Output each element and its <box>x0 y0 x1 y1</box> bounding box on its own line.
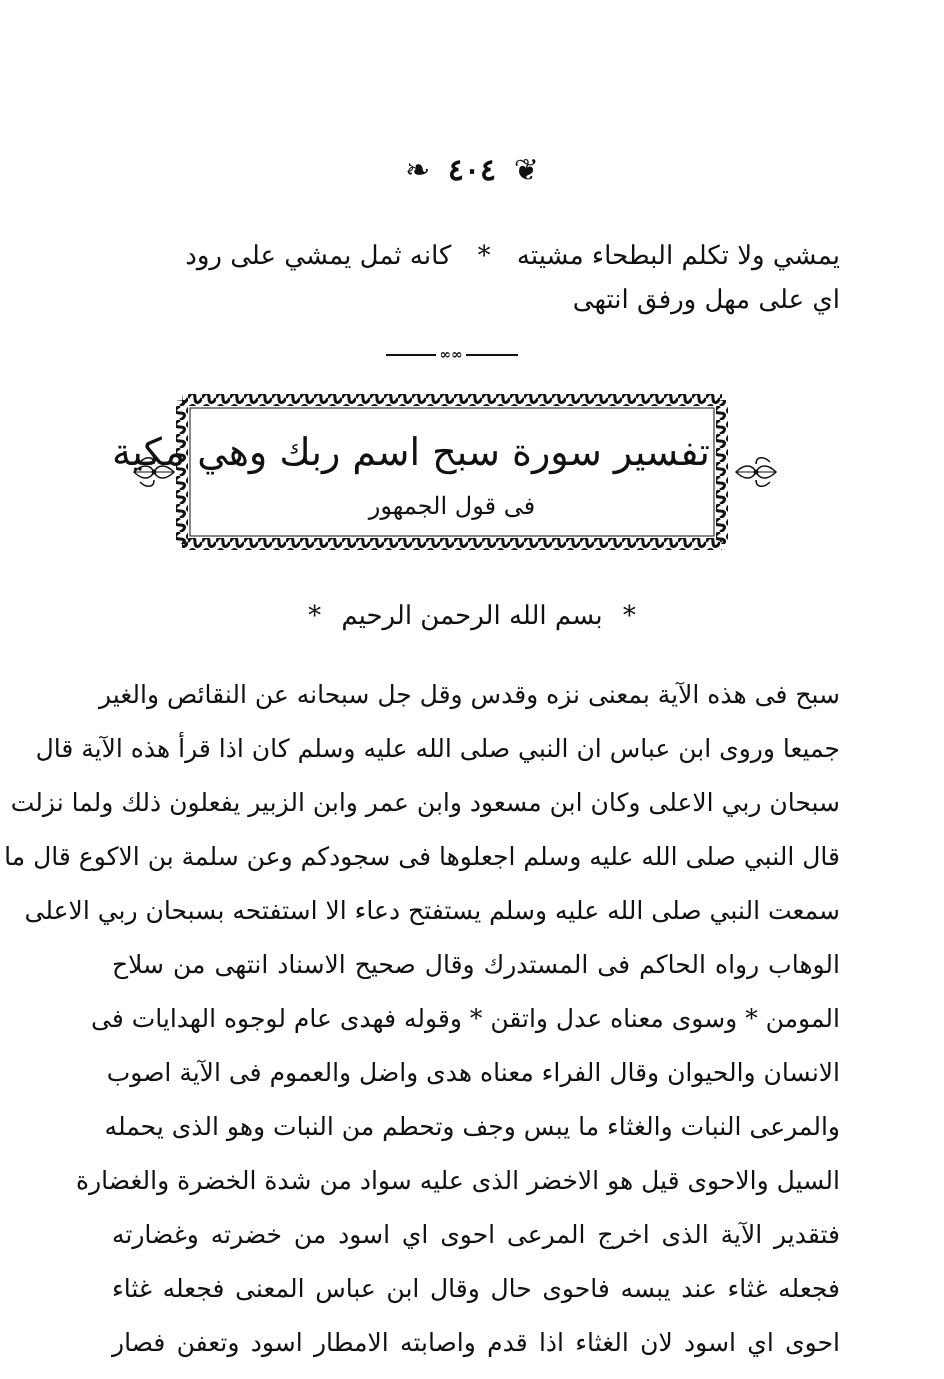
basmala-star-right: * <box>622 601 636 631</box>
poem-verse <box>150 234 840 278</box>
body-line: الوهاب رواه الحاكم فى المستدرك وقال صحيح الاسناد انتهى من سلاح <box>112 950 840 979</box>
page-number-row <box>0 150 944 191</box>
body-line: سمعت النبي صلى الله عليه وسلم يستفتح دعاء الا استفتحه بسبحان ربي الاعلى <box>24 896 840 925</box>
section-divider <box>386 346 518 364</box>
title-side-ornament-right-icon <box>734 452 778 492</box>
poem-block <box>150 234 840 322</box>
basmala-star-left: * <box>308 601 322 631</box>
divider-knot-icon: ∞∞ <box>436 348 466 362</box>
poem-second-hemistich: كانه ثمل يمشي على رود <box>185 241 452 271</box>
body-line: المومن * وسوى معناه عدل واتقن * وقوله فهدى عام لوجوه الهدايات فى <box>91 1004 840 1033</box>
poem-note: اي على مهل ورفق انتهى <box>572 285 840 315</box>
basmala-text: بسم الله الرحمن الرحيم <box>341 601 603 631</box>
commentary-body <box>4 668 840 1370</box>
body-line: الانسان والحيوان وقال الفراء معناه هدى واضل والعموم فى الآية اصوب <box>106 1058 840 1087</box>
body-line: سبح فى هذه الآية بمعنى نزه وقدس وقل جل سبحانه عن النقائص والغير <box>98 680 840 709</box>
page-ornament-left-icon: ❧ <box>405 153 431 188</box>
basmala <box>0 596 944 636</box>
body-line: احوى اي اسود لان الغثاء اذا قدم واصابته الامطار اسود وتعفن فصار <box>112 1328 840 1357</box>
body-line: السيل والاحوى قيل هو الاخضر الذى عليه سواد من شدة الخضرة والغضارة <box>76 1166 840 1195</box>
surah-title-frame <box>111 392 730 552</box>
body-line: فتقدير الآية الذى اخرج المرعى احوى اي اسود من خضرته وغضارته <box>112 1220 840 1249</box>
body-line: سبحان ربي الاعلى وكان ابن مسعود وابن عمر وابن الزبير يفعلون ذلك ولما نزلت <box>10 788 840 817</box>
body-line: قال النبي صلى الله عليه وسلم اجعلوها فى سجودكم وعن سلمة بن الاكوع قال ما <box>4 842 840 871</box>
page-ornament-right-icon: ❦ <box>513 153 539 188</box>
surah-subtitle: فى قول الجمهور <box>368 492 536 520</box>
body-line: جميعا وروى ابن عباس ان النبي صلى الله عليه وسلم كان اذا قرأ هذه الآية قال <box>35 734 840 763</box>
body-line: والمرعى النبات والغثاء ما يبس وجف وتحطم من النبات وهو الذى يحمله <box>104 1112 840 1141</box>
poem-separator: * <box>477 241 491 271</box>
poem-first-hemistich: يمشي ولا تكلم البطحاء مشيته <box>516 241 840 271</box>
body-line: فجعله غثاء عند يبسه فاحوى حال وقال ابن عباس المعنى فجعله غثاء <box>112 1274 840 1303</box>
page-number: ٤٠٤ <box>447 153 497 188</box>
surah-title: تفسير سورة سبح اسم ربك وهي مكية <box>111 430 710 474</box>
